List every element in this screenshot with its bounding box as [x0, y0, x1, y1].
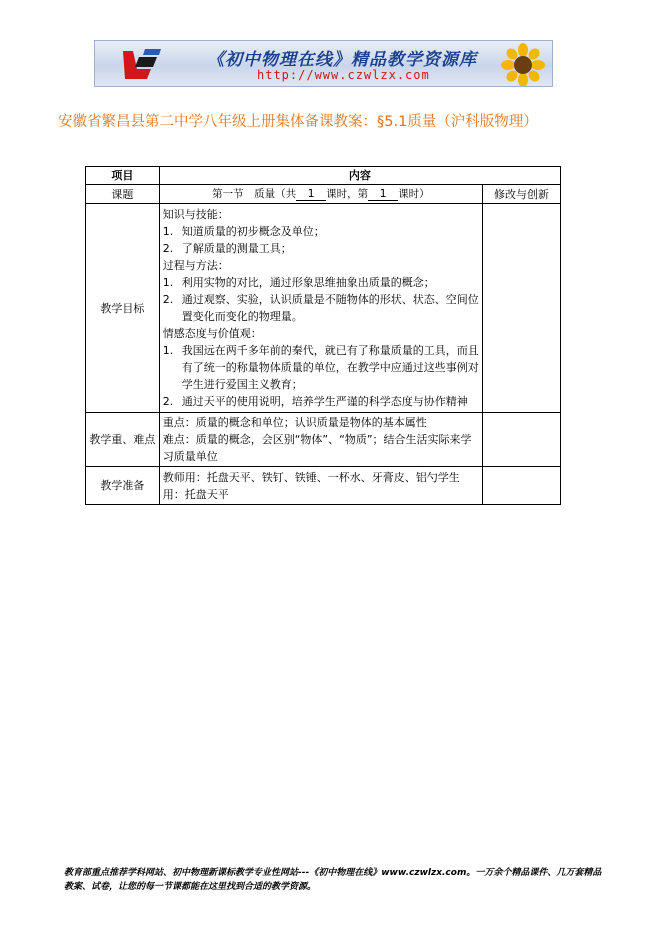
- goals-revise-cell: [483, 204, 561, 413]
- process-heading: 过程与方法：: [162, 259, 229, 272]
- preparation-label: 教学准备: [86, 467, 160, 505]
- list-item: 1. 知道质量的初步概念及单位；: [162, 225, 325, 238]
- lesson-prefix: 第一节 质量（共: [212, 188, 297, 200]
- sunflower-icon: [500, 43, 546, 87]
- list-item: 1. 我国远在两千多年前的秦代，就已有了称量质量的工具，而且有了统一的称量物体质量的单位，在教学中应通过这些事例对学生进行爱国主义教育；: [162, 344, 479, 391]
- lesson-info: [159, 185, 482, 204]
- topic-label: 课题: [86, 185, 160, 204]
- table-row: [86, 204, 561, 413]
- key-points-label: 教学重、难点: [86, 413, 160, 467]
- list-item: 2. 通过观察、实验，认识质量是不随物体的形状、状态、空间位置变化而变化的物理量。: [162, 293, 479, 323]
- table-row: [86, 413, 561, 467]
- goals-label: 教学目标: [86, 204, 160, 413]
- table-row: [86, 467, 561, 505]
- lesson-plan-table: [85, 166, 561, 505]
- banner-title: 《初中物理在线》精品教学资源库: [207, 50, 477, 70]
- banner-url: http://www.czwlzx.com: [257, 68, 430, 82]
- page-footer: 教育部重点推荐学科网站、初中物理新课标教学专业性网站---《初中物理在线》www.czwlzx.com。一万余个精品课件、几万套精品教案、试卷，让您的每一节课都能在这里找到合适的教学资源。: [64, 868, 602, 892]
- revise-label: 修改与创新: [483, 185, 561, 204]
- document-title: 安徽省繁昌县第二中学八年级上册集体备课教案：§5.1质量（沪科版物理）: [58, 114, 538, 130]
- header-content: 内容: [159, 167, 560, 185]
- lesson-total: 1: [296, 187, 326, 201]
- header-banner: [94, 40, 553, 87]
- preparation-revise-cell: [483, 467, 561, 505]
- difficult-point: 难点：质量的概念，会区别“物体”、“物质”；结合生活实际来学习质量单位: [162, 433, 472, 463]
- key-point: 重点：质量的概念和单位；认识质量是物体的基本属性: [162, 416, 427, 429]
- site-logo-icon: [117, 47, 165, 83]
- list-item: 1. 利用实物的对比，通过形象思维抽象出质量的概念；: [162, 276, 435, 289]
- table-header-row: [86, 167, 561, 185]
- table-row: [86, 185, 561, 204]
- knowledge-heading: 知识与技能：: [162, 208, 229, 221]
- list-item: 2. 通过天平的使用说明，培养学生严谨的科学态度与协作精神: [162, 395, 468, 408]
- header-item: 项目: [86, 167, 160, 185]
- list-item: 2. 了解质量的测量工具；: [162, 242, 292, 255]
- lesson-current: 1: [368, 187, 398, 201]
- preparation-content: [159, 467, 482, 505]
- preparation-text: 教师用：托盘天平、铁钉、铁锤、一杯水、牙膏皮、铝勺学生用：托盘天平: [162, 471, 460, 501]
- goals-content: [159, 204, 482, 413]
- lesson-suffix: 课时）: [398, 188, 430, 200]
- lesson-mid: 课时，第: [326, 188, 369, 200]
- key-points-content: [159, 413, 482, 467]
- emotion-heading: 情感态度与价值观：: [162, 327, 262, 340]
- key-points-revise-cell: [483, 413, 561, 467]
